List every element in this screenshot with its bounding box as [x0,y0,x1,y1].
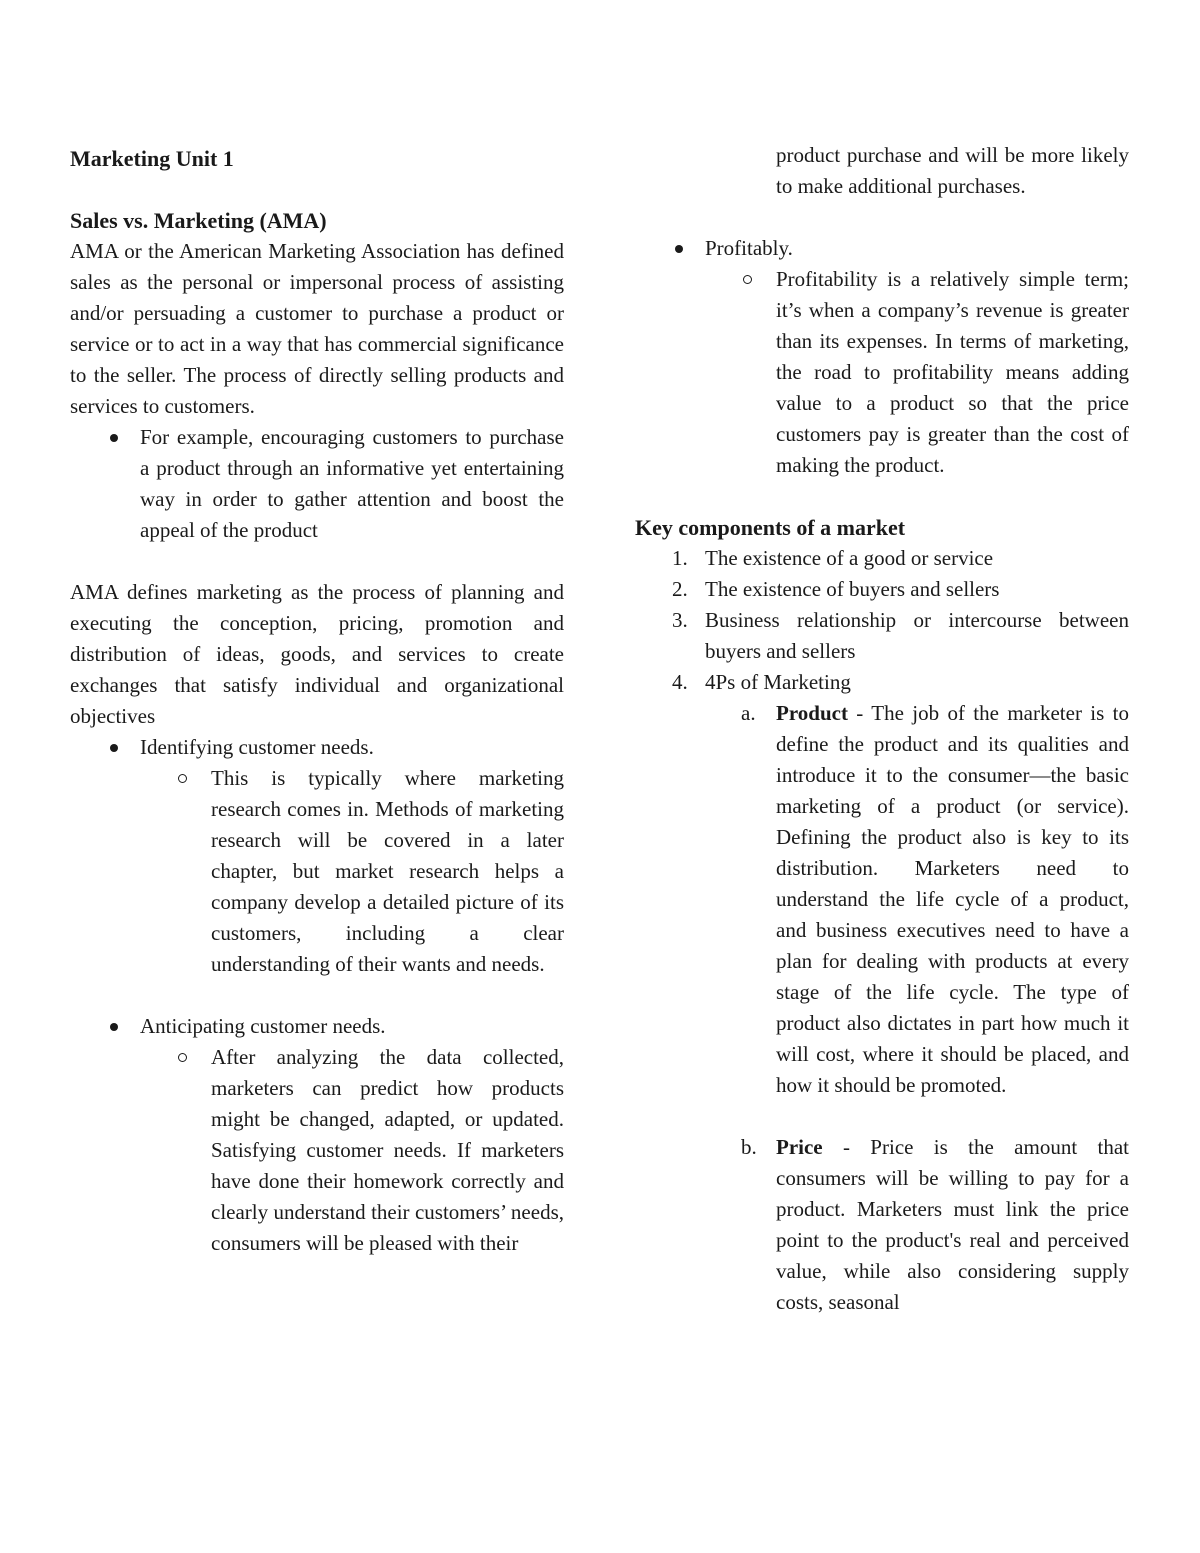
continued-text [635,140,1129,202]
letter-marker: a. [741,701,756,725]
sub-list-item [70,763,564,980]
list-item [635,233,1129,264]
list-item [70,1011,564,1042]
left-column [70,140,564,1259]
product-item [635,698,1129,1101]
number-marker: 1. [672,546,688,570]
hollow-bullet-icon [178,1053,187,1062]
list-item [70,422,564,546]
sub-list-item [70,1042,564,1259]
number-marker: 2. [672,577,688,601]
numbered-item [635,543,1129,574]
profitably-text: Profitably. [705,236,793,260]
identifying-needs-text: Identifying customer needs. [140,735,374,759]
number-marker: 4. [672,670,688,694]
numbered-item-text: The existence of buyers and sellers [705,577,1000,601]
price-term: Price [776,1135,823,1159]
bullet-icon [110,1023,118,1031]
identifying-needs-detail: This is typically where marketing research comes in. Methods of marketing research will be covered in a later chapter, but market research helps a company develop a detailed picture of its customers, including a clear understanding of their wants and needs. [211,766,564,976]
bullet-icon [110,744,118,752]
hollow-bullet-icon [178,774,187,783]
anticipating-needs-text: Anticipating customer needs. [140,1014,386,1038]
sales-example-text: For example, encouraging customers to purchase a product through an informative yet entertaining way in order to gather attention and boost the appeal of the product [140,425,564,542]
product-description: - The job of the marketer is to define the product and its qualities and introduce it to the consumer—the basic marketing of a product (or service). Defining the product also is key to its distribution. Marketers need to understand the life cycle of a product, and business executives need to have a plan for dealing with products at every stage of the life cycle. The type of product also dictates in part how much it will cost, where it should be placed, and how it should be promoted. [776,701,1129,1097]
letter-marker: b. [741,1135,757,1159]
price-item [635,1132,1129,1318]
list-item [70,732,564,763]
numbered-item [635,605,1129,667]
document-title: Marketing Unit 1 [70,146,234,171]
hollow-bullet-icon [743,275,752,284]
key-components-heading: Key components of a market [635,515,906,540]
anticipating-needs-detail: After analyzing the data collected, marketers can predict how products might be changed, adapted, or updated. Satisfying customer needs. If marketers have done their homework correctly and clearly understand their customers’ needs, consumers will be pleased with their [211,1045,564,1255]
price-description: - Price is the amount that consumers will be willing to pay for a product. Marketers must link the price point to the product's real and perceived value, while also considering supply costs, seasonal [776,1135,1129,1314]
bullet-icon [675,245,683,253]
sales-definition-paragraph: AMA or the American Marketing Association has defined sales as the personal or impersonal process of assisting and/or persuading a customer to purchase a product or service or to act in a way that has commercial significance to the seller. The process of directly selling products and services to customers. [70,239,564,418]
numbered-item-text: 4Ps of Marketing [705,670,851,694]
product-term: Product [776,701,848,725]
numbered-item-text: Business relationship or intercourse between buyers and sellers [705,608,1129,663]
number-marker: 3. [672,608,688,632]
sub-list-item [635,264,1129,481]
right-column [635,140,1129,1318]
sales-vs-marketing-heading: Sales vs. Marketing (AMA) [70,208,327,233]
bullet-icon [110,434,118,442]
profitability-detail: Profitability is a relatively simple term; it’s when a company’s revenue is greater than its expenses. In terms of marketing, the road to profitability means adding value to a product so that the price customers pay is greater than the cost of making the product. [776,267,1129,477]
numbered-item-text: The existence of a good or service [705,546,994,570]
continued-text-content: product purchase and will be more likely to make additional purchases. [776,143,1129,198]
numbered-item [635,667,1129,698]
marketing-definition-paragraph: AMA defines marketing as the process of planning and executing the conception, pricing, promotion and distribution of ideas, goods, and services to create exchanges that satisfy individual and organizational objectives [70,580,564,728]
numbered-item [635,574,1129,605]
